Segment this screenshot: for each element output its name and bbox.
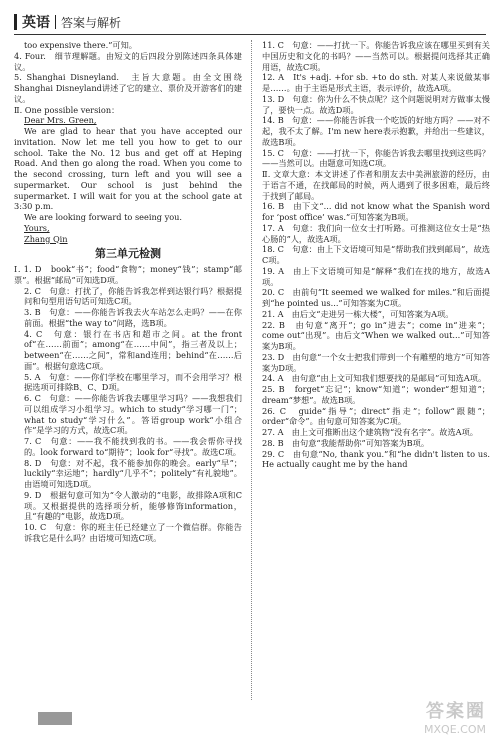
header-rule — [14, 34, 486, 35]
answer-item: 10. C 句意：你的班主任已经建立了一个微信群。你能告诉我它是什么吗？由语境可知选C项。 — [24, 522, 242, 543]
answer-item: 9. D 根据句意可知为“令人激动的”电影，故排除A项和C项。又根据提供的选择项分析，能够修饰information，且“有趣的”电影，故选D项。 — [24, 489, 242, 522]
answer-item: 2. C 句意：打扰了，你能告诉我怎样到达银行吗？根据提问和句型用语句话可知选C项。 — [24, 285, 242, 307]
answer-item: Dear Mrs. Green, — [24, 115, 97, 126]
answer-item: 4. C 句意：银行在书店和超市之间。at the front of“在……前面”；among“在……中间”，指三者及以上；between“在……之间”，常和and连用；behind“在……后面”。根据句意选C项。 — [24, 328, 242, 371]
answer-item: 7. C 句意：——我不能找到我的书。——我会帮你寻找的。look forward to“期待”；look for“寻找”。故选C项。 — [24, 436, 242, 457]
answer-item: 18. C 句意：由上下文语境可知是“帮助我们找到邮局”，故选C项。 — [262, 244, 490, 265]
header — [14, 12, 121, 32]
answer-item: Ⅰ. 1. D book“书”；food“食物”；money“钱”；stamp“邮票”。根据“邮局”可知选D项。 — [14, 264, 242, 285]
left-column — [14, 40, 242, 720]
header-bar — [14, 14, 17, 30]
answer-item: 23. D 由句意“一个女士把我们带到一个有雕塑的地方”可知答案为D项。 — [262, 351, 490, 373]
right-column — [262, 40, 490, 720]
answer-item: Ⅱ. 文章大意：本文讲述了作者和朋友去中美洲旅游的经历，由于语言不通，在找邮局的时候，两人遇到了很多困难，最后终于找到了邮局。 — [262, 169, 490, 201]
watermark — [424, 697, 486, 736]
answer-item: 4. Four. 细节理解题。由短文的后四段分别陈述四条具体建议。 — [14, 50, 242, 72]
answer-item: 26. C guide“指导”；direct“指走”；follow“跟随”；order“命令”。由句意可知答案为C项。 — [262, 405, 490, 427]
column-divider — [251, 40, 252, 700]
answer-item: 14. B 句意：——你能告诉我一个吃饭的好地方吗？——对不起，我不太了解。I'm new here表示抱歉，并给出一些建议，故选B项。 — [262, 115, 490, 147]
answer-item: too expensive there.”可知。 — [24, 40, 137, 50]
answer-item: 27. A 由上文可推断出这个建筑物“没有名字”。故选A项。 — [262, 427, 478, 437]
header-subtitle: 答案与解析 — [61, 15, 122, 30]
answer-item: 24. A 由句意“由上文可知我们想要找的是邮局”可知选A项。 — [262, 373, 487, 384]
answer-item: 21. A 由后文“走进另一栋大楼”，可知答案为A项。 — [262, 308, 454, 319]
header-separator — [55, 15, 56, 29]
answer-item: 3. B 句意：——你能告诉我去火车站怎么走吗？——在你前面。根据“the way to”问路，选B项。 — [24, 307, 242, 328]
watermark-url: MXQE.COM — [424, 723, 486, 736]
answer-item: 13. D 句意：你为什么不快点呢？这个问题说明对方做事太慢了，要快一点。故选D项。 — [262, 93, 490, 115]
answer-item: Ⅱ. One possible version： — [14, 104, 120, 115]
answer-item: 15. C 句意：——打扰一下，你能告诉我去哪里找到这些吗？——当然可以。由题意可知选C项。 — [262, 147, 490, 169]
watermark-logo: 答案圈 — [426, 701, 486, 722]
answer-item: 16. B 由下文“... did not know what the Spanish word for ‘post office’ was.”可知答案为B项。 — [262, 201, 490, 222]
answer-item: 22. B 由句意“离开”；go in“进去”；come in“进来”；come out“出现”。由后文“When we walked out...”可知答案为B项。 — [262, 319, 490, 351]
answer-item: Zhang Qin — [24, 233, 68, 244]
essay-paragraph: We are glad to hear that you have accepted our invitation. Now let me tell you how to get to our school. Take the No. 12 bus and get off at Heping Road. And then go along the road. When you come to the second crossing, turn left and you will see a supermarket. Our school is just behind the supermarket. I will wait for you at the school gate at 3:30 p.m. — [14, 126, 242, 212]
answer-item: Yours, — [24, 222, 50, 233]
essay-paragraph: We are looking forward to seeing you. — [24, 212, 183, 222]
answer-item: 11. C 句意：——打扰一下。你能告诉我应该在哪里买到有关中国历史和文化的书吗？——当然可以。根据提问选择其正确用语，故选C项。 — [262, 40, 490, 72]
page-number-tab — [38, 712, 72, 725]
section-title: 第三单元检测 — [95, 247, 161, 261]
answer-item: 8. D 句意：对不起，我不能参加你的晚会。early“早”；luckily“幸运地”；hardly“几乎不”；politely“有礼貌地”。由语境可知选D项。 — [24, 457, 242, 489]
answer-item: 20. C 由前句“It seemed we walked for miles.”和后面提到“he pointed us...”可知答案为C项。 — [262, 287, 490, 308]
answer-item: 17. A 句意：我们向一位女士打听路。可推测这位女士是“热心肠的”人，故选A项。 — [262, 222, 490, 244]
answer-item: 5. A 句意：——你们学校在哪里学习，而不会用学习？根据选项可排除B、C、D项。 — [24, 371, 242, 393]
answer-item: 12. A It's +adj. +for sb. +to do sth. 对某人来说做某事是……。由于主语是形式主语，表示评价，故选A项。 — [262, 72, 490, 93]
header-title: 英语 — [22, 15, 50, 31]
answer-item: 29. C 由句意“No, thank you.”和“he didn't listen to us. He actually caught me by the hand — [262, 448, 490, 470]
answer-item: 6. C 句意：——你能告诉我去哪里学习吗？——我想我们可以组成学习小组学习。which to study“学习哪一门”；what to study“学习什么”。答语group work“小组合作”是学习的方式，故选C项。 — [24, 393, 242, 436]
answer-item: 28. B 由句意“我能帮助你”可知答案为B项。 — [262, 437, 430, 448]
answer-item: 25. B forget“忘记”；know“知道”；wonder“想知道”；dream“梦想”。故选B项。 — [262, 384, 490, 405]
answer-item: 5. Shanghai Disneyland. 主旨大意题。由全文围绕Shanghai Disneyland讲述了它的建立、票价及开游客们的建议。 — [14, 72, 242, 104]
answer-item: 19. A 由上下文语境可知是“解释”我们在找的地方，故选A项。 — [262, 265, 490, 287]
